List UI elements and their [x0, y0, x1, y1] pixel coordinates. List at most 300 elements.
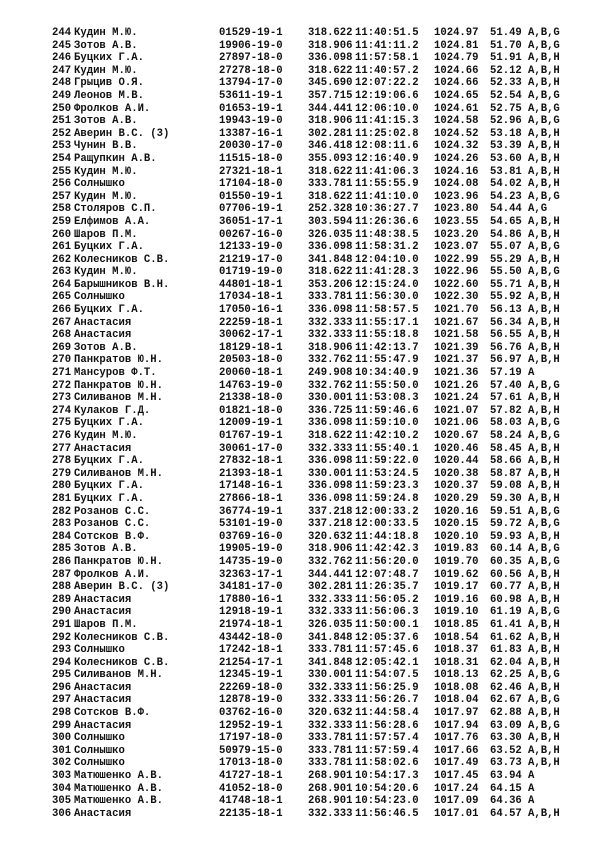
record-id: 21219-17-0 — [219, 253, 283, 266]
measurement-value: 1017.66 — [434, 744, 479, 757]
measurement-value: 1023.55 — [434, 215, 479, 228]
observer-name: Матюшенко А.В. — [74, 795, 164, 808]
record-id: 27321-18-1 — [219, 165, 283, 178]
flags-value: A,B,H — [528, 656, 560, 669]
observer-name: Солнышко — [74, 744, 125, 757]
table-row — [52, 153, 572, 166]
row-number: 263 — [52, 266, 72, 279]
flags-value: A,B,H — [528, 354, 560, 367]
time-value: 11:48:38.5 — [355, 228, 419, 241]
table-row — [52, 65, 572, 78]
flags-value: A,B,H — [528, 152, 560, 165]
percent-value: 56.97 — [490, 354, 522, 367]
table-row — [52, 430, 572, 443]
table-row — [52, 90, 572, 103]
table-row — [52, 644, 572, 657]
observer-name: Сотсков В.Ф. — [74, 530, 151, 543]
azimuth-value: 318.906 — [308, 543, 353, 556]
time-value: 11:56:06.3 — [355, 606, 419, 619]
row-number: 253 — [52, 140, 72, 153]
time-value: 11:57:58.1 — [355, 52, 419, 65]
flags-value: A,B,G — [528, 241, 560, 254]
record-id: 17050-16-1 — [219, 304, 283, 317]
row-number: 267 — [52, 316, 72, 329]
measurement-value: 1018.54 — [434, 631, 479, 644]
record-id: 20503-18-0 — [219, 354, 283, 367]
percent-value: 51.49 — [490, 27, 522, 39]
azimuth-value: 302.281 — [308, 581, 353, 594]
record-id: 30061-17-0 — [219, 442, 283, 455]
time-value: 11:40:51.5 — [355, 27, 419, 39]
azimuth-value: 252.328 — [308, 203, 353, 216]
azimuth-value: 333.781 — [308, 644, 353, 657]
record-id: 17013-18-0 — [219, 757, 283, 770]
percent-value: 63.52 — [490, 744, 522, 757]
observer-name: Колесников С.В. — [74, 631, 170, 644]
percent-value: 60.98 — [490, 593, 522, 606]
measurement-value: 1017.45 — [434, 770, 479, 783]
time-value: 11:41:15.3 — [355, 115, 419, 128]
percent-value: 54.86 — [490, 228, 522, 241]
row-number: 305 — [52, 795, 72, 808]
table-row — [52, 506, 572, 519]
flags-value: A,B,H — [528, 64, 560, 77]
measurement-value: 1021.39 — [434, 341, 479, 354]
percent-value: 63.73 — [490, 757, 522, 770]
table-row — [52, 606, 572, 619]
row-number: 259 — [52, 215, 72, 228]
flags-value: A,B,G — [528, 543, 560, 556]
time-value: 11:56:25.9 — [355, 681, 419, 694]
percent-value: 55.50 — [490, 266, 522, 279]
observer-name: Анастасия — [74, 316, 132, 329]
row-number: 249 — [52, 89, 72, 102]
flags-value: A,B,G — [528, 417, 560, 430]
record-id: 41727-18-1 — [219, 770, 283, 783]
time-value: 11:58:57.5 — [355, 304, 419, 317]
observer-name: Кулаков Г.Д. — [74, 404, 151, 417]
measurement-value: 1020.37 — [434, 480, 479, 493]
azimuth-value: 318.622 — [308, 64, 353, 77]
measurement-value: 1018.13 — [434, 669, 479, 682]
row-number: 271 — [52, 367, 72, 380]
table-row — [52, 531, 572, 544]
flags-value: A,B,H — [528, 707, 560, 720]
table-row — [52, 291, 572, 304]
row-number: 270 — [52, 354, 72, 367]
observer-name: Анастасия — [74, 694, 132, 707]
row-number: 285 — [52, 543, 72, 556]
time-value: 11:55:50.0 — [355, 379, 419, 392]
time-value: 11:55:55.9 — [355, 178, 419, 191]
row-number: 255 — [52, 165, 72, 178]
table-row — [52, 203, 572, 216]
row-number: 269 — [52, 341, 72, 354]
table-row — [52, 757, 572, 770]
record-id: 17034-18-1 — [219, 291, 283, 304]
time-value: 10:54:17.3 — [355, 770, 419, 783]
row-number: 250 — [52, 102, 72, 115]
table-row — [52, 543, 572, 556]
observer-name: Буцких Г.А. — [74, 455, 144, 468]
row-number: 258 — [52, 203, 72, 216]
row-number: 294 — [52, 656, 72, 669]
record-id: 36774-19-1 — [219, 505, 283, 518]
azimuth-value: 336.098 — [308, 417, 353, 430]
row-number: 247 — [52, 64, 72, 77]
time-value: 11:55:17.1 — [355, 316, 419, 329]
table-row — [52, 632, 572, 645]
percent-value: 55.92 — [490, 291, 522, 304]
flags-value: A,B,H — [528, 329, 560, 342]
measurement-value: 1021.07 — [434, 404, 479, 417]
record-id: 18129-18-1 — [219, 341, 283, 354]
measurement-value: 1019.16 — [434, 593, 479, 606]
time-value: 11:53:08.3 — [355, 392, 419, 405]
time-value: 11:26:35.7 — [355, 581, 419, 594]
record-id: 14763-19-0 — [219, 379, 283, 392]
percent-value: 57.40 — [490, 379, 522, 392]
percent-value: 51.91 — [490, 52, 522, 65]
row-number: 300 — [52, 732, 72, 745]
record-id: 17880-16-1 — [219, 593, 283, 606]
record-id: 34181-17-0 — [219, 581, 283, 594]
observer-name: Грыцив О.Я. — [74, 77, 144, 90]
record-id: 41052-18-0 — [219, 782, 283, 795]
row-number: 244 — [52, 27, 72, 39]
azimuth-value: 330.001 — [308, 467, 353, 480]
record-id: 17242-18-1 — [219, 644, 283, 657]
table-row — [52, 468, 572, 481]
measurement-value: 1019.83 — [434, 543, 479, 556]
measurement-value: 1021.37 — [434, 354, 479, 367]
measurement-value: 1024.08 — [434, 178, 479, 191]
flags-value: A,B,H — [528, 392, 560, 405]
record-id: 22269-18-0 — [219, 681, 283, 694]
measurement-value: 1024.16 — [434, 165, 479, 178]
record-id: 17197-18-0 — [219, 732, 283, 745]
azimuth-value: 303.594 — [308, 215, 353, 228]
time-value: 11:56:30.0 — [355, 291, 419, 304]
time-value: 11:59:46.6 — [355, 404, 419, 417]
row-number: 275 — [52, 417, 72, 430]
observer-name: Леонов М.В. — [74, 89, 144, 102]
time-value: 11:42:42.3 — [355, 543, 419, 556]
percent-value: 63.94 — [490, 770, 522, 783]
table-row — [52, 52, 572, 65]
percent-value: 52.75 — [490, 102, 522, 115]
row-number: 254 — [52, 152, 72, 165]
percent-value: 58.66 — [490, 455, 522, 468]
record-id: 36051-17-1 — [219, 215, 283, 228]
table-row — [52, 317, 572, 330]
record-id: 01653-19-1 — [219, 102, 283, 115]
measurement-value: 1021.26 — [434, 379, 479, 392]
flags-value: A,B,G — [528, 102, 560, 115]
flags-value: A,B,H — [528, 316, 560, 329]
percent-value: 52.12 — [490, 64, 522, 77]
observer-name: Розанов С.С. — [74, 505, 151, 518]
azimuth-value: 332.333 — [308, 694, 353, 707]
row-number: 257 — [52, 190, 72, 203]
record-id: 41748-18-1 — [219, 795, 283, 808]
observer-name: Аверин В.С. (3) — [74, 581, 170, 594]
measurement-value: 1024.79 — [434, 52, 479, 65]
measurement-value: 1022.60 — [434, 278, 479, 291]
measurement-value: 1017.97 — [434, 707, 479, 720]
row-number: 251 — [52, 115, 72, 128]
table-row — [52, 808, 572, 821]
time-value: 11:59:22.0 — [355, 455, 419, 468]
measurement-value: 1017.24 — [434, 782, 479, 795]
time-value: 12:08:11.6 — [355, 140, 419, 153]
row-number: 290 — [52, 606, 72, 619]
record-id: 21974-18-1 — [219, 618, 283, 631]
azimuth-value: 249.908 — [308, 367, 353, 380]
time-value: 10:34:40.9 — [355, 367, 419, 380]
observer-name: Солнышко — [74, 732, 125, 745]
azimuth-value: 332.762 — [308, 555, 353, 568]
azimuth-value: 353.206 — [308, 278, 353, 291]
time-value: 12:07:22.2 — [355, 77, 419, 90]
time-value: 12:05:42.1 — [355, 656, 419, 669]
measurement-value: 1017.76 — [434, 732, 479, 745]
azimuth-value: 355.093 — [308, 152, 353, 165]
observer-name: Солнышко — [74, 757, 125, 770]
record-id: 03762-16-0 — [219, 707, 283, 720]
azimuth-value: 320.632 — [308, 530, 353, 543]
time-value: 11:55:40.1 — [355, 442, 419, 455]
record-id: 43442-18-0 — [219, 631, 283, 644]
measurement-value: 1017.94 — [434, 719, 479, 732]
row-number: 288 — [52, 581, 72, 594]
flags-value: A,B,H — [528, 581, 560, 594]
table-row — [52, 166, 572, 179]
measurement-value: 1024.66 — [434, 64, 479, 77]
flags-value: A,B,G — [528, 555, 560, 568]
flags-value: A,B,H — [528, 568, 560, 581]
time-value: 11:58:02.6 — [355, 757, 419, 770]
observer-name: Колесников С.В. — [74, 656, 170, 669]
time-value: 11:57:59.4 — [355, 744, 419, 757]
azimuth-value: 336.098 — [308, 304, 353, 317]
observer-name: Анастасия — [74, 329, 132, 342]
flags-value: A,B,H — [528, 140, 560, 153]
measurement-value: 1020.46 — [434, 442, 479, 455]
observer-name: Анастасия — [74, 719, 132, 732]
observer-name: Анастасия — [74, 807, 132, 820]
flags-value: A,B,H — [528, 593, 560, 606]
flags-value: A,B,H — [528, 455, 560, 468]
table-row — [52, 569, 572, 582]
record-id: 20030-17-0 — [219, 140, 283, 153]
azimuth-value: 332.762 — [308, 354, 353, 367]
percent-value: 61.62 — [490, 631, 522, 644]
record-id: 11515-18-0 — [219, 152, 283, 165]
row-number: 262 — [52, 253, 72, 266]
azimuth-value: 318.622 — [308, 190, 353, 203]
azimuth-value: 333.781 — [308, 732, 353, 745]
percent-value: 61.19 — [490, 606, 522, 619]
measurement-value: 1024.66 — [434, 77, 479, 90]
time-value: 11:53:24.5 — [355, 467, 419, 480]
observer-name: Зотов А.В. — [74, 39, 138, 52]
time-value: 11:57:45.6 — [355, 644, 419, 657]
measurement-value: 1023.07 — [434, 241, 479, 254]
flags-value: A,B,H — [528, 631, 560, 644]
azimuth-value: 345.690 — [308, 77, 353, 90]
table-row — [52, 405, 572, 418]
time-value: 10:54:23.0 — [355, 795, 419, 808]
table-row — [52, 694, 572, 707]
row-number: 260 — [52, 228, 72, 241]
time-value: 12:06:10.0 — [355, 102, 419, 115]
table-row — [52, 279, 572, 292]
measurement-value: 1023.80 — [434, 203, 479, 216]
table-row — [52, 329, 572, 342]
percent-value: 61.41 — [490, 618, 522, 631]
row-number: 284 — [52, 530, 72, 543]
percent-value: 56.76 — [490, 341, 522, 354]
flags-value: A,B,H — [528, 77, 560, 90]
time-value: 11:58:31.2 — [355, 241, 419, 254]
azimuth-value: 336.098 — [308, 455, 353, 468]
measurement-value: 1024.32 — [434, 140, 479, 153]
azimuth-value: 344.441 — [308, 102, 353, 115]
measurement-value: 1024.61 — [434, 102, 479, 115]
flags-value: A — [528, 367, 535, 380]
percent-value: 56.55 — [490, 329, 522, 342]
azimuth-value: 302.281 — [308, 127, 353, 140]
row-number: 302 — [52, 757, 72, 770]
measurement-value: 1020.44 — [434, 455, 479, 468]
record-id: 27897-18-0 — [219, 52, 283, 65]
record-id: 12009-19-1 — [219, 417, 283, 430]
time-value: 10:54:20.6 — [355, 782, 419, 795]
observer-name: Столяров С.П. — [74, 203, 157, 216]
measurement-value: 1017.09 — [434, 795, 479, 808]
record-id: 32363-17-1 — [219, 568, 283, 581]
percent-value: 55.71 — [490, 278, 522, 291]
flags-value: A,B,H — [528, 732, 560, 745]
azimuth-value: 336.098 — [308, 241, 353, 254]
percent-value: 58.03 — [490, 417, 522, 430]
record-id: 01719-19-0 — [219, 266, 283, 279]
table-row — [52, 77, 572, 90]
row-number: 248 — [52, 77, 72, 90]
observer-name: Кудин М.Ю. — [74, 190, 138, 203]
time-value: 12:00:33.2 — [355, 505, 419, 518]
azimuth-value: 332.333 — [308, 593, 353, 606]
percent-value: 58.45 — [490, 442, 522, 455]
percent-value: 56.13 — [490, 304, 522, 317]
time-value: 11:41:11.2 — [355, 39, 419, 52]
record-id: 20060-18-1 — [219, 367, 283, 380]
time-value: 11:42:10.2 — [355, 430, 419, 442]
measurement-value: 1019.70 — [434, 555, 479, 568]
flags-value: A,B,H — [528, 644, 560, 657]
azimuth-value: 268.901 — [308, 782, 353, 795]
measurement-value: 1021.06 — [434, 417, 479, 430]
observer-name: Матюшенко А.В. — [74, 770, 164, 783]
table-row — [52, 795, 572, 808]
time-value: 11:44:58.4 — [355, 707, 419, 720]
azimuth-value: 341.848 — [308, 631, 353, 644]
record-id: 00267-16-0 — [219, 228, 283, 241]
observer-name: Сотсков В.Ф. — [74, 707, 151, 720]
flags-value: A,B,H — [528, 341, 560, 354]
row-number: 283 — [52, 518, 72, 531]
time-value: 11:50:00.1 — [355, 618, 419, 631]
row-number: 291 — [52, 618, 72, 631]
observer-name: Силиванов М.Н. — [74, 669, 164, 682]
measurement-value: 1022.96 — [434, 266, 479, 279]
results-table — [52, 27, 572, 820]
table-row — [52, 140, 572, 153]
flags-value: A,B,H — [528, 618, 560, 631]
flags-value: A,B,G — [528, 27, 560, 39]
table-row — [52, 266, 572, 279]
record-id: 01767-19-1 — [219, 430, 283, 442]
flags-value: A,B,G — [528, 89, 560, 102]
measurement-value: 1022.30 — [434, 291, 479, 304]
measurement-value: 1019.10 — [434, 606, 479, 619]
time-value: 11:55:18.8 — [355, 329, 419, 342]
percent-value: 52.33 — [490, 77, 522, 90]
measurement-value: 1019.17 — [434, 581, 479, 594]
flags-value: A,B,G — [528, 505, 560, 518]
table-row — [52, 581, 572, 594]
time-value: 11:56:46.5 — [355, 807, 419, 820]
time-value: 11:57:57.4 — [355, 732, 419, 745]
time-value: 11:59:23.3 — [355, 480, 419, 493]
time-value: 11:54:07.5 — [355, 669, 419, 682]
measurement-value: 1024.81 — [434, 39, 479, 52]
observer-name: Солнышко — [74, 178, 125, 191]
row-number: 295 — [52, 669, 72, 682]
observer-name: Колесников С.В. — [74, 253, 170, 266]
observer-name: Розанов С.С. — [74, 518, 151, 531]
percent-value: 62.25 — [490, 669, 522, 682]
percent-value: 57.19 — [490, 367, 522, 380]
record-id: 19906-19-0 — [219, 39, 283, 52]
percent-value: 59.30 — [490, 492, 522, 505]
azimuth-value: 336.098 — [308, 52, 353, 65]
time-value: 11:44:18.8 — [355, 530, 419, 543]
observer-name: Анастасия — [74, 593, 132, 606]
flags-value: A,B,G — [528, 379, 560, 392]
table-row — [52, 669, 572, 682]
azimuth-value: 332.333 — [308, 329, 353, 342]
record-id: 19905-19-0 — [219, 543, 283, 556]
flags-value: A,B,H — [528, 530, 560, 543]
record-id: 53101-19-0 — [219, 518, 283, 531]
observer-name: Кудин М.Ю. — [74, 27, 138, 39]
azimuth-value: 326.035 — [308, 228, 353, 241]
flags-value: A,B,H — [528, 228, 560, 241]
flags-value: A,B,G — [528, 606, 560, 619]
observer-name: Буцких Г.А. — [74, 480, 144, 493]
measurement-value: 1020.38 — [434, 467, 479, 480]
flags-value: A,B,G — [528, 39, 560, 52]
flags-value: A,B,G — [528, 694, 560, 707]
percent-value: 55.29 — [490, 253, 522, 266]
measurement-value: 1020.10 — [434, 530, 479, 543]
record-id: 22259-18-1 — [219, 316, 283, 329]
table-row — [52, 594, 572, 607]
record-id: 22135-18-1 — [219, 807, 283, 820]
row-number: 286 — [52, 555, 72, 568]
